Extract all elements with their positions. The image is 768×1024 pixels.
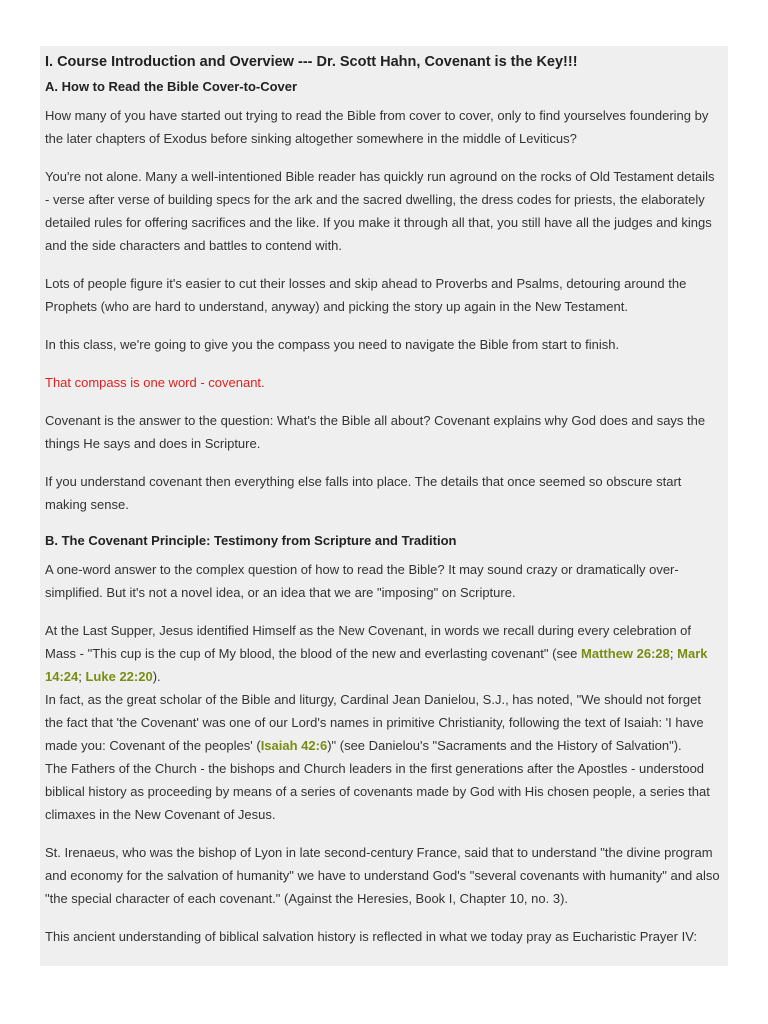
- paragraph: The Fathers of the Church - the bishops and Church leaders in the first generations after the Apostles - understood biblical history as proceeding by means of a series of covenants made by God with His chosen people, a series that climaxes in the New Covenant of Jesus.: [45, 761, 710, 822]
- paragraph: How many of you have started out trying to read the Bible from cover to cover, only to find yourselves foundering by the later chapters of Exodus before sinking altogether somewhere in the middle of Leviticus?: [45, 108, 709, 146]
- paragraph: This ancient understanding of biblical salvation history is reflected in what we today pray as Eucharistic Prayer IV:: [45, 929, 698, 944]
- paragraph: Covenant is the answer to the question: What's the Bible all about? Covenant explains why God does and says the things He says and does in Scripture.: [45, 413, 706, 451]
- scripture-link-matthew[interactable]: Matthew 26:28: [581, 646, 670, 661]
- section-b-title: B. The Covenant Principle: Testimony from Scripture and Tradition: [45, 533, 457, 548]
- highlighted-paragraph: That compass is one word - covenant.: [45, 375, 265, 390]
- paragraph: St. Irenaeus, who was the bishop of Lyon in late second-century France, said that to understand "the divine program and economy for the salvation of humanity" we have to understand God's "several covenants with humanity" and also "the special character of each covenant." (Against the Heresies, Book I, Chapter 10, no. 3).: [45, 845, 720, 906]
- paragraph: You're not alone. Many a well-intentioned Bible reader has quickly run aground on the rocks of Old Testament details - verse after verse of building specs for the ark and the sacred dwelling, the dress codes for priests, the elaborately detailed rules for offering sacrifices and the like. If you make it through all that, you still have all the judges and kings and the side characters and battles to contend with.: [45, 169, 715, 253]
- document-page: [40, 46, 728, 966]
- paragraph-danielou: In fact, as the great scholar of the Bible and liturgy, Cardinal Jean Danielou, S.J., has noted, "We should not forget the fact that 'the Covenant' was one of our Lord's names in primitive Christianity, following the text of Isaiah: 'I have made you: Covenant of the peoples' (Isaiah 42:6)" (see Danielou's "Sacraments and the History of Salvation").: [45, 692, 704, 753]
- paragraph: If you understand covenant then everything else falls into place. The details that once seemed so obscure start making sense.: [45, 474, 682, 512]
- document-content: [40, 46, 728, 948]
- scripture-link-luke[interactable]: Luke 22:20: [85, 669, 153, 684]
- page-title: I. Course Introduction and Overview --- Dr. Scott Hahn, Covenant is the Key!!!: [45, 54, 578, 70]
- paragraph-last-supper: At the Last Supper, Jesus identified Himself as the New Covenant, in words we recall during every celebration of Mass - "This cup is the cup of My blood, the blood of the new and everlasting covenant" (see Matthew 26:28; Mark 14:24; Luke 22:20).: [45, 623, 708, 684]
- scripture-link-isaiah[interactable]: Isaiah 42:6: [260, 738, 328, 753]
- paragraph: A one-word answer to the complex question of how to read the Bible? It may sound crazy or dramatically over-simplified. But it's not a novel idea, or an idea that we are "imposing" on Scripture.: [45, 562, 679, 600]
- paragraph: Lots of people figure it's easier to cut their losses and skip ahead to Proverbs and Psalms, detouring around the Prophets (who are hard to understand, anyway) and picking the story up again in the New Testament.: [45, 276, 687, 314]
- section-a-title: A. How to Read the Bible Cover-to-Cover: [45, 79, 298, 94]
- scripture-link-mark[interactable]: Mark 14:24: [45, 646, 708, 684]
- paragraph: In this class, we're going to give you the compass you need to navigate the Bible from start to finish.: [45, 337, 620, 352]
